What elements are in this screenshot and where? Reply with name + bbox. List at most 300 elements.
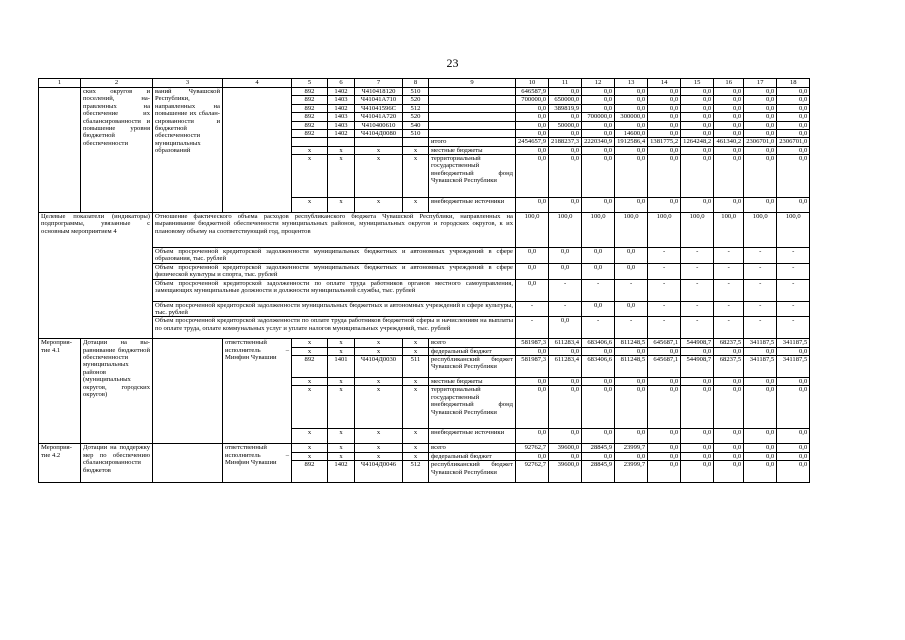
- indicator-text: Объем просроченной кредиторской задолженности по оплате труда работников органов местного самоуправления, замещающих муниципальные должности и должности муниципальной службы, тыс. рублей: [153, 279, 516, 301]
- code-cell: x: [328, 155, 355, 198]
- column-number: 11: [549, 79, 582, 88]
- value-cell: 544908,7: [681, 339, 714, 347]
- value-cell: 0,0: [549, 113, 582, 121]
- value-cell: 0,0: [549, 347, 582, 355]
- indicator-value: 0,0: [582, 263, 615, 279]
- funding-source: республиканский бюджет Чувашской Республики: [429, 356, 516, 378]
- value-cell: 0,0: [648, 88, 681, 96]
- column-number: 16: [714, 79, 744, 88]
- value-cell: 0,0: [615, 121, 648, 129]
- value-cell: 28845,9: [582, 461, 615, 483]
- value-cell: 0,0: [777, 155, 810, 198]
- value-cell: 0,0: [615, 347, 648, 355]
- value-cell: 0,0: [582, 104, 615, 112]
- code-cell: x: [292, 386, 328, 429]
- value-cell: 0,0: [744, 96, 777, 104]
- code-cell: x: [355, 347, 403, 355]
- funding-source: [429, 96, 516, 104]
- value-cell: 0,0: [648, 104, 681, 112]
- value-cell: 0,0: [549, 386, 582, 429]
- value-cell: 0,0: [582, 121, 615, 129]
- code-cell: x: [292, 339, 328, 347]
- value-cell: 2306701,0: [744, 138, 777, 146]
- indicator-value: 0,0: [615, 263, 648, 279]
- value-cell: 645687,1: [648, 339, 681, 347]
- column-number: 8: [403, 79, 429, 88]
- value-cell: 28845,9: [582, 444, 615, 452]
- value-cell: 0,0: [516, 429, 549, 444]
- value-cell: 0,0: [777, 113, 810, 121]
- value-cell: 0,0: [681, 146, 714, 154]
- indicator-value: -: [744, 317, 777, 339]
- indicator-value: 0,0: [582, 248, 615, 264]
- code-cell: x: [355, 155, 403, 198]
- code-cell: x: [328, 444, 355, 452]
- value-cell: 0,0: [744, 129, 777, 137]
- code-cell: x: [355, 452, 403, 460]
- value-cell: 0,0: [582, 96, 615, 104]
- code-cell: x: [403, 378, 429, 386]
- value-cell: 0,0: [714, 121, 744, 129]
- value-cell: 0,0: [549, 198, 582, 213]
- table-row: [39, 444, 810, 452]
- column-number: 12: [582, 79, 615, 88]
- code-cell: 892: [292, 356, 328, 378]
- value-cell: 0,0: [681, 378, 714, 386]
- value-cell: 0,0: [516, 198, 549, 213]
- code-cell: 510: [403, 88, 429, 96]
- code-cell: 892: [292, 121, 328, 129]
- value-cell: 0,0: [516, 129, 549, 137]
- value-cell: 581987,3: [516, 356, 549, 378]
- value-cell: 0,0: [681, 198, 714, 213]
- code-cell: 1403: [328, 121, 355, 129]
- code-cell: 520: [403, 96, 429, 104]
- indicator-value: -: [777, 263, 810, 279]
- code-cell: x: [403, 198, 429, 213]
- indicator-row: [39, 279, 810, 301]
- value-cell: 581987,3: [516, 339, 549, 347]
- code-cell: x: [292, 452, 328, 460]
- code-cell: [328, 138, 355, 146]
- indicator-value: -: [714, 279, 744, 301]
- indicator-value: -: [582, 279, 615, 301]
- code-cell: [355, 138, 403, 146]
- code-cell: [292, 138, 328, 146]
- value-cell: 0,0: [648, 386, 681, 429]
- indicator-value: 100,0: [516, 213, 549, 248]
- column-number: 3: [153, 79, 223, 88]
- value-cell: 0,0: [582, 129, 615, 137]
- value-cell: 0,0: [744, 113, 777, 121]
- measure-title: Дотации на выравнивание бюджетной обеспеченности муниципальных районов (муниципальных округов, городских округов): [81, 339, 153, 444]
- indicator-value: 100,0: [615, 213, 648, 248]
- funding-source: республиканский бюджет Чувашской Республики: [429, 461, 516, 483]
- value-cell: 0,0: [648, 444, 681, 452]
- value-cell: 341187,5: [744, 356, 777, 378]
- indicator-value: -: [777, 317, 810, 339]
- code-cell: x: [355, 146, 403, 154]
- measure-executor: ответственный исполнитель – Минфин Чувашии: [223, 444, 292, 483]
- value-cell: 0,0: [777, 121, 810, 129]
- indicator-value: -: [744, 248, 777, 264]
- value-cell: 92762,7: [516, 461, 549, 483]
- funding-source: [429, 104, 516, 112]
- value-cell: 0,0: [744, 121, 777, 129]
- column-number: 10: [516, 79, 549, 88]
- value-cell: 0,0: [549, 155, 582, 198]
- value-cell: 0,0: [615, 386, 648, 429]
- value-cell: 0,0: [777, 198, 810, 213]
- indicator-value: -: [681, 317, 714, 339]
- value-cell: 0,0: [582, 429, 615, 444]
- indicator-value: -: [714, 248, 744, 264]
- column-number: 5: [292, 79, 328, 88]
- value-cell: 0,0: [615, 146, 648, 154]
- column-number: 15: [681, 79, 714, 88]
- indicator-value: -: [714, 301, 744, 317]
- code-cell: 1403: [328, 96, 355, 104]
- value-cell: 0,0: [681, 452, 714, 460]
- code-cell: x: [328, 378, 355, 386]
- value-cell: 0,0: [681, 444, 714, 452]
- value-cell: 0,0: [744, 444, 777, 452]
- column-number: 7: [355, 79, 403, 88]
- value-cell: 0,0: [648, 461, 681, 483]
- value-cell: 0,0: [744, 378, 777, 386]
- indicator-value: -: [615, 279, 648, 301]
- value-cell: 700000,0: [582, 113, 615, 121]
- code-cell: x: [292, 146, 328, 154]
- funding-source: федеральный бюджет: [429, 347, 516, 355]
- value-cell: 0,0: [681, 155, 714, 198]
- code-cell: x: [355, 429, 403, 444]
- indicator-value: -: [648, 317, 681, 339]
- value-cell: 0,0: [615, 88, 648, 96]
- value-cell: 0,0: [777, 452, 810, 460]
- value-cell: 1264248,2: [681, 138, 714, 146]
- code-cell: 511: [403, 356, 429, 378]
- code-cell: x: [292, 347, 328, 355]
- code-cell: x: [355, 386, 403, 429]
- value-cell: 0,0: [681, 121, 714, 129]
- funding-source: территориальный государственный внебюджетный фонд Чувашской Республики: [429, 155, 516, 198]
- value-cell: 0,0: [777, 386, 810, 429]
- indicator-value: -: [516, 317, 549, 339]
- value-cell: 2220340,9: [582, 138, 615, 146]
- indicator-value: -: [516, 301, 549, 317]
- value-cell: 341187,5: [777, 356, 810, 378]
- value-cell: 0,0: [648, 429, 681, 444]
- value-cell: 0,0: [549, 146, 582, 154]
- code-cell: x: [328, 429, 355, 444]
- value-cell: 39600,0: [549, 444, 582, 452]
- value-cell: 1912586,4: [615, 138, 648, 146]
- value-cell: 0,0: [744, 452, 777, 460]
- value-cell: 611283,4: [549, 339, 582, 347]
- code-cell: x: [355, 198, 403, 213]
- code-cell: x: [355, 378, 403, 386]
- code-cell: x: [328, 347, 355, 355]
- value-cell: 0,0: [681, 386, 714, 429]
- value-cell: 68237,5: [714, 339, 744, 347]
- code-cell: x: [403, 155, 429, 198]
- code-cell: x: [403, 386, 429, 429]
- code-cell: x: [328, 452, 355, 460]
- value-cell: 300000,0: [615, 113, 648, 121]
- value-cell: 0,0: [516, 378, 549, 386]
- value-cell: 2454657,9: [516, 138, 549, 146]
- value-cell: 611283,4: [549, 356, 582, 378]
- value-cell: 0,0: [714, 113, 744, 121]
- value-cell: 0,0: [744, 461, 777, 483]
- value-cell: 0,0: [714, 347, 744, 355]
- value-cell: 0,0: [549, 452, 582, 460]
- value-cell: 0,0: [648, 96, 681, 104]
- value-cell: 0,0: [714, 198, 744, 213]
- value-cell: 0,0: [777, 129, 810, 137]
- funding-source: всего: [429, 444, 516, 452]
- code-cell: x: [403, 339, 429, 347]
- indicators-label: Целевые показатели (индикаторы) подпрограммы, увязанные с основным мероприятием 4: [39, 213, 153, 339]
- value-cell: 0,0: [648, 129, 681, 137]
- code-cell: x: [292, 429, 328, 444]
- value-cell: 14600,0: [615, 129, 648, 137]
- indicator-value: 100,0: [648, 213, 681, 248]
- value-cell: 341187,5: [777, 339, 810, 347]
- value-cell: 0,0: [777, 96, 810, 104]
- header-row: [39, 79, 810, 88]
- code-cell: x: [355, 339, 403, 347]
- measure-col3: [153, 339, 223, 444]
- value-cell: 0,0: [681, 461, 714, 483]
- value-cell: 0,0: [516, 146, 549, 154]
- value-cell: 0,0: [714, 378, 744, 386]
- indicator-value: 0,0: [615, 301, 648, 317]
- code-cell: 892: [292, 113, 328, 121]
- value-cell: 0,0: [681, 96, 714, 104]
- indicator-row: [39, 317, 810, 339]
- value-cell: 0,0: [648, 452, 681, 460]
- indicator-text: Объем просроченной кредиторской задолженности муниципальных бюджетных и автономных учреждений в сфере культуры, тыс. рублей: [153, 301, 516, 317]
- value-cell: 0,0: [582, 452, 615, 460]
- indicator-value: -: [549, 301, 582, 317]
- indicator-row: [39, 213, 810, 248]
- value-cell: 39600,0: [549, 461, 582, 483]
- indicator-value: -: [681, 301, 714, 317]
- value-cell: 544908,7: [681, 356, 714, 378]
- indicator-text: Объем просроченной кредиторской задолженности по оплате труда работников бюджетной сферы и начислениям на выплаты по оплате труда, оплате коммунальных услуг и уплате налогов муниципальных учреждений, тыс. рублей: [153, 317, 516, 339]
- indicator-value: 0,0: [549, 263, 582, 279]
- value-cell: 0,0: [777, 88, 810, 96]
- code-cell: 512: [403, 104, 429, 112]
- funding-source: [429, 113, 516, 121]
- funding-source: итого: [429, 138, 516, 146]
- code-cell: 510: [403, 129, 429, 137]
- code-cell: x: [328, 386, 355, 429]
- page-number: 23: [446, 56, 459, 70]
- value-cell: 0,0: [714, 429, 744, 444]
- value-cell: 0,0: [582, 155, 615, 198]
- measure-executor: ответственный исполнитель – Минфин Чувашии: [223, 339, 292, 444]
- value-cell: 0,0: [777, 461, 810, 483]
- table-row: [39, 339, 810, 347]
- funding-source: федеральный бюджет: [429, 452, 516, 460]
- code-cell: x: [292, 155, 328, 198]
- table-row: [39, 88, 810, 96]
- measure-title: Дотации на поддержку мер по обеспечению сбалансированности бюджетов: [81, 444, 153, 483]
- measure-number: Мероприятие 4.2: [39, 444, 81, 483]
- code-cell: 892: [292, 96, 328, 104]
- value-cell: 0,0: [744, 198, 777, 213]
- indicator-value: -: [681, 263, 714, 279]
- value-cell: 683406,6: [582, 339, 615, 347]
- indicator-text: Объем просроченной кредиторской задолженности муниципальных бюджетных и автономных учреждений в сфере физической культуры и спорта, тыс. рублей: [153, 263, 516, 279]
- value-cell: 0,0: [744, 347, 777, 355]
- value-cell: 1381775,2: [648, 138, 681, 146]
- value-cell: 0,0: [582, 347, 615, 355]
- code-cell: x: [403, 429, 429, 444]
- value-cell: 92762,7: [516, 444, 549, 452]
- funding-source: территориальный государственный внебюджетный фонд Чувашской Республики: [429, 386, 516, 429]
- indicator-value: 0,0: [516, 263, 549, 279]
- value-cell: 646587,9: [516, 88, 549, 96]
- code-cell: Ч410400610: [355, 121, 403, 129]
- value-cell: 0,0: [777, 347, 810, 355]
- code-cell: 520: [403, 113, 429, 121]
- value-cell: 0,0: [516, 452, 549, 460]
- indicator-value: -: [648, 279, 681, 301]
- value-cell: 0,0: [714, 104, 744, 112]
- code-cell: x: [292, 198, 328, 213]
- code-cell: x: [328, 339, 355, 347]
- value-cell: 0,0: [648, 113, 681, 121]
- indicator-value: -: [549, 279, 582, 301]
- value-cell: 0,0: [549, 129, 582, 137]
- value-cell: 0,0: [681, 113, 714, 121]
- value-cell: 68237,5: [714, 356, 744, 378]
- column-number: 6: [328, 79, 355, 88]
- indicator-value: -: [681, 279, 714, 301]
- funding-source: внебюджетные источники: [429, 429, 516, 444]
- value-cell: 0,0: [549, 88, 582, 96]
- value-cell: 0,0: [777, 378, 810, 386]
- code-cell: 892: [292, 461, 328, 483]
- code-cell: 1402: [328, 88, 355, 96]
- column-number: 17: [744, 79, 777, 88]
- indicator-value: -: [777, 301, 810, 317]
- value-cell: 0,0: [714, 452, 744, 460]
- code-cell: Ч41041А710: [355, 96, 403, 104]
- value-cell: 0,0: [744, 386, 777, 429]
- value-cell: 0,0: [615, 378, 648, 386]
- value-cell: 2188237,3: [549, 138, 582, 146]
- value-cell: 0,0: [777, 444, 810, 452]
- value-cell: 0,0: [549, 429, 582, 444]
- column-number: 9: [429, 79, 516, 88]
- indicator-text: Отношение фактического объема расходов республиканского бюджета Чувашской Республики, направленных на выравнивание бюджетной обеспеченности муниципальных районов, муниципальных округов и городских округов, к их плановому объему на соответствующий год, процентов: [153, 213, 516, 248]
- code-cell: Ч4104Д0080: [355, 129, 403, 137]
- value-cell: 0,0: [744, 88, 777, 96]
- code-cell: 892: [292, 129, 328, 137]
- value-cell: 0,0: [516, 104, 549, 112]
- column-number: 18: [777, 79, 810, 88]
- value-cell: 0,0: [744, 429, 777, 444]
- code-cell: x: [403, 444, 429, 452]
- value-cell: 23999,7: [615, 461, 648, 483]
- value-cell: 0,0: [516, 113, 549, 121]
- indicator-value: -: [648, 301, 681, 317]
- value-cell: 0,0: [777, 146, 810, 154]
- column-number: 13: [615, 79, 648, 88]
- value-cell: 0,0: [582, 386, 615, 429]
- column-number: 2: [81, 79, 153, 88]
- value-cell: 0,0: [714, 155, 744, 198]
- value-cell: 23999,7: [615, 444, 648, 452]
- column-number: 1: [39, 79, 81, 88]
- indicator-value: 0,0: [549, 317, 582, 339]
- indicator-text: Объем просроченной кредиторской задолженности муниципальных бюджетных и автономных учреждений в сфере образования, тыс. рублей: [153, 248, 516, 264]
- value-cell: 0,0: [648, 347, 681, 355]
- code-cell: x: [403, 452, 429, 460]
- value-cell: 0,0: [744, 104, 777, 112]
- value-cell: 461340,2: [714, 138, 744, 146]
- indicator-row: [39, 263, 810, 279]
- code-cell: x: [292, 378, 328, 386]
- value-cell: 0,0: [681, 104, 714, 112]
- indicator-value: 100,0: [681, 213, 714, 248]
- indicator-value: -: [777, 248, 810, 264]
- code-cell: 512: [403, 461, 429, 483]
- code-cell: 892: [292, 88, 328, 96]
- value-cell: 811248,5: [615, 339, 648, 347]
- code-cell: 1402: [328, 461, 355, 483]
- value-cell: 0,0: [648, 146, 681, 154]
- value-cell: 0,0: [582, 198, 615, 213]
- value-cell: 0,0: [714, 386, 744, 429]
- funding-source: местные бюджеты: [429, 378, 516, 386]
- indicator-value: -: [744, 279, 777, 301]
- block-col4: [223, 88, 292, 213]
- indicator-value: 0,0: [549, 248, 582, 264]
- code-cell: x: [355, 444, 403, 452]
- value-cell: 0,0: [714, 461, 744, 483]
- value-cell: 0,0: [615, 452, 648, 460]
- value-cell: 0,0: [582, 146, 615, 154]
- indicator-value: -: [648, 263, 681, 279]
- value-cell: 0,0: [744, 146, 777, 154]
- indicator-value: 0,0: [516, 279, 549, 301]
- funding-source: [429, 121, 516, 129]
- value-cell: 0,0: [615, 104, 648, 112]
- indicator-value: -: [582, 317, 615, 339]
- code-cell: x: [403, 146, 429, 154]
- value-cell: 0,0: [549, 378, 582, 386]
- code-cell: Ч41041596С: [355, 104, 403, 112]
- value-cell: 0,0: [714, 88, 744, 96]
- value-cell: 0,0: [681, 88, 714, 96]
- indicator-value: 100,0: [777, 213, 810, 248]
- value-cell: 2306701,0: [777, 138, 810, 146]
- column-number: 4: [223, 79, 292, 88]
- value-cell: 0,0: [516, 121, 549, 129]
- value-cell: 0,0: [516, 155, 549, 198]
- code-cell: 1402: [328, 104, 355, 112]
- indicator-value: 100,0: [549, 213, 582, 248]
- block-description: ских округов и поселений, направленных на обеспечение их сбалансированности и повышение уровня бюджетной обеспеченности: [81, 88, 153, 213]
- indicator-value: -: [777, 279, 810, 301]
- code-cell: 1401: [328, 356, 355, 378]
